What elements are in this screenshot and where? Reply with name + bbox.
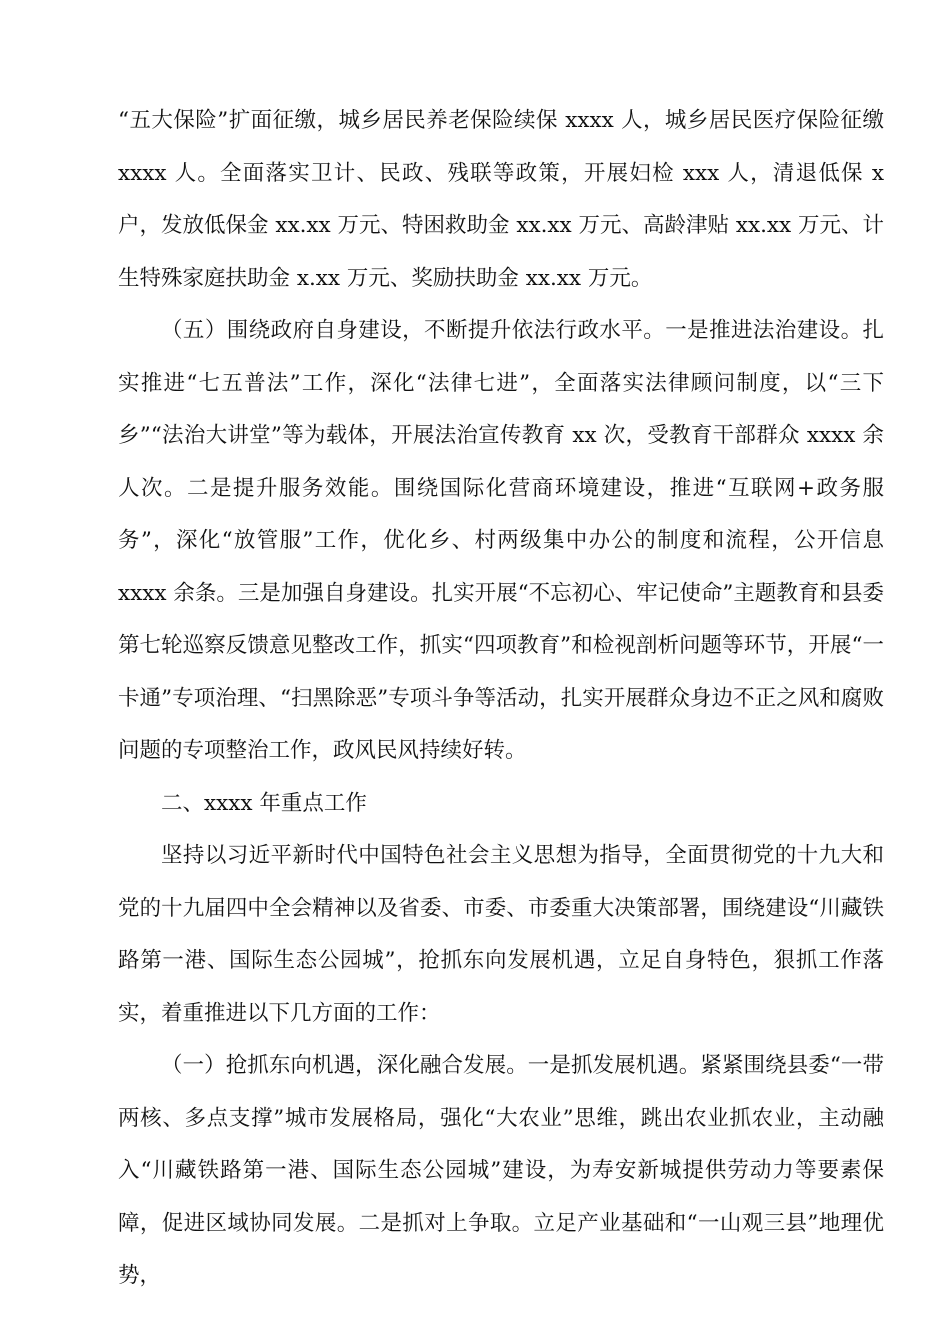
paragraph-eastward-development: （一）抢抓东向机遇，深化融合发展。一是抓发展机遇。紧紧围绕县委“一带两核、多点支撑”城市发展格局，强化“大农业”思维，跳出农业抓农业，主动融入“川藏铁路第一港、国际生态公园城”建设，为寿安新城提供劳动力等要素保障，促进区域协同发展。二是抓对上争取。立足产业基础和“一山观三县”地理优势， xyxy=(118,1053,884,1288)
paragraph-social-insurance: “五大保险”扩面征缴，城乡居民养老保险续保 xxxx 人，城乡居民医疗保险征缴 xxxx 人。全面落实卫计、民政、残联等政策，开展妇检 xxx 人，清退低保 x 户，发放低保金 xx.xx 万元、特困救助金 xx.xx 万元、高龄津贴 xx.xx 万元、计生特殊家庭扶助金 x.xx 万元、奖励扶助金 xx.xx 万元。 xyxy=(118,108,885,291)
paragraph-guiding-principles: 坚持以习近平新时代中国特色社会主义思想为指导，全面贯彻党的十九大和党的十九届四中全会精神以及省委、市委、市委重大决策部署，围绕建设“川藏铁路第一港、国际生态公园城”，抢抓东向发展机遇，立足自身特色，狠抓工作落实，着重推进以下几方面的工作： xyxy=(118,843,884,1026)
paragraph-government-self-building: （五）围绕政府自身建设，不断提升依法行政水平。一是推进法治建设。扎实推进“七五普法”工作，深化“法律七进”，全面落实法律顾问制度，以“三下乡”“法治大讲堂”等为载体，开展法治宣传教育 xx 次，受教育干部群众 xxxx 余人次。二是提升服务效能。围绕国际化营商环境建设，推进“互联网+政务服务”，深化“放管服”工作，优化乡、村两级集中办公的制度和流程，公开信息 xxxx 余条。三是加强自身建设。扎实开展“不忘初心、牢记使命”主题教育和县委第七轮巡察反馈意见整改工作，抓实“四项教育”和检视剖析问题等环节，开展“一卡通”专项治理、“扫黑除恶”专项斗争等活动，扎实开展群众身边不正之风和腐败问题的专项整治工作，政风民风持续好转。 xyxy=(118,318,884,763)
section-heading-key-work: 二、xxxx 年重点工作 xyxy=(161,790,367,816)
document-body xyxy=(118,95,884,1303)
